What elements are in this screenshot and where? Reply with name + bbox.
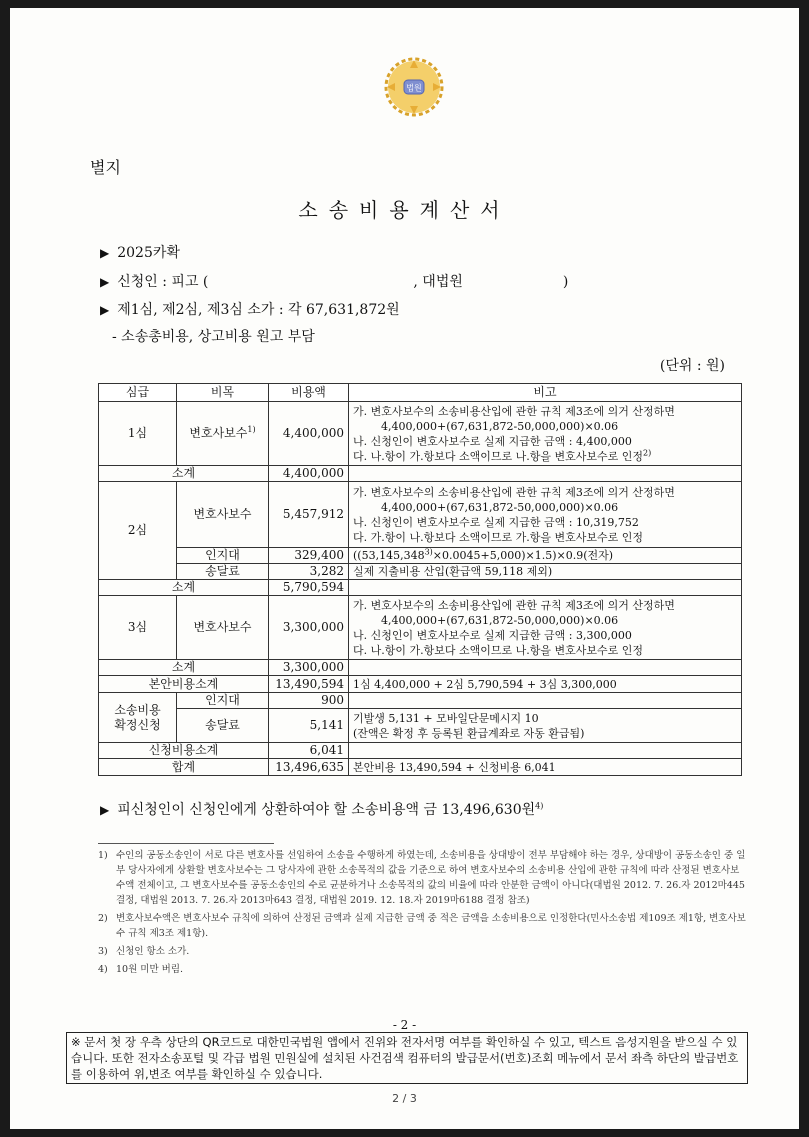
amount-cell: 4,400,000	[269, 402, 349, 466]
table-row	[99, 402, 742, 466]
footnote: 4) 10원 미만 버림.	[98, 964, 184, 975]
confirm-label-cell: 소송비용 확정신청	[99, 693, 177, 743]
document-page	[10, 8, 799, 1129]
table-row: 송달료 5,141 기발생 5,131 + 모바일단문메시지 10 (잔액은 확정 후 등록된 환급계좌로 자동 환급됨)	[99, 709, 742, 743]
remark-cell: 가. 변호사보수의 소송비용산입에 관한 규칙 제3조에 의거 산정하면 4,400,000+(67,631,872-50,000,000)×0.06 나. 신청인이 변호사보수로 실제 지급한 금액 : 4,400,000 다. 나.항이 가.항보다 소액이므로 나.항을 변호사보수로 인정$^{2)}$	[349, 402, 742, 466]
bullet-triangle-icon: ▶	[100, 303, 110, 317]
bullet-triangle-icon: ▶	[100, 275, 110, 289]
attachment-label: 별지	[90, 158, 121, 177]
cost-table	[98, 383, 742, 776]
table-row	[99, 596, 742, 660]
bullet-triangle-icon: ▶	[100, 246, 110, 260]
court-seal-logo	[383, 56, 445, 118]
header-amount: 비용액	[269, 384, 349, 402]
case-number-line: ▶ 2025카확	[100, 245, 180, 261]
amount-cell: 5,457,912	[269, 482, 349, 548]
instance-cell: 1심	[99, 402, 177, 466]
burden-line: - 소송총비용, 상고비용 원고 부담	[112, 329, 315, 345]
table-row: 인지대 329,400 $((53,145,348^{3)}\times 0.0045+5,000)\times 1.5)\times 0.9$(전자)	[99, 548, 742, 564]
table-row: 송달료 3,282 실제 지출비용 산입(환급액 59,118 제외)	[99, 564, 742, 580]
grand-total-row: 합계 13,496,635 본안비용 13,490,594 + 신청비용 6,041	[99, 759, 742, 776]
table-row	[99, 482, 742, 548]
remark-cell: 가. 변호사보수의 소송비용산입에 관한 규칙 제3조에 의거 산정하면 4,400,000+(67,631,872-50,000,000)×0.06 나. 신청인이 변호사보수로 실제 지급한 금액 : 3,300,000 다. 나.항이 가.항보다 소액이므로 나.항을 변호사보수로 인정	[349, 596, 742, 660]
claim-amount-line: ▶ 제1심, 제2심, 제3심 소가 : 각 67,631,872원	[100, 302, 400, 318]
summary-line: ▶ 피신청인이 신청인에게 상환하여야 할 소송비용액 금 13,496,630원$^{4)}$	[100, 801, 544, 818]
subtotal-row: 소계 5,790,594	[99, 580, 742, 596]
table-row: 소송비용 확정신청 인지대 900	[99, 693, 742, 709]
footnotes	[98, 848, 746, 980]
main-total-row: 본안비용소계 13,490,594 1심 4,400,000 + 2심 5,790,594 + 3심 3,300,000	[99, 676, 742, 693]
footnote: 3) 신청인 항소 소가.	[98, 946, 190, 957]
seal-text: 법원	[406, 83, 422, 93]
instance-cell: 2심	[99, 482, 177, 580]
unit-label: (단위 : 원)	[659, 358, 725, 374]
header-remarks: 비고	[349, 384, 742, 402]
application-total-row: 신청비용소계 6,041	[99, 743, 742, 759]
item-cell: 변호사보수$^{1)}$	[177, 402, 269, 466]
footnote-divider	[98, 843, 274, 844]
page-number: - 2 -	[392, 1018, 417, 1032]
subtotal-row: 소계 3,300,000	[99, 660, 742, 676]
remark-cell: 가. 변호사보수의 소송비용산입에 관한 규칙 제3조에 의거 산정하면 4,400,000+(67,631,872-50,000,000)×0.06 나. 신청인이 변호사보수로 실제 지급한 금액 : 10,319,752 다. 가.항이 나.항보다 소액이므로 가.항을 변호사보수로 인정	[349, 482, 742, 548]
verification-notice: ※ 문서 첫 장 우측 상단의 QR코드로 대한민국법원 앱에서 진위와 전자서명 여부를 확인하실 수 있고, 텍스트 음성지원을 받으실 수 있습니다. 또한 전자소송포털 및 각급 법원 민원실에 설치된 사건검색 컴퓨터의 발급문서(번호)조회 메뉴에서 문서 좌측 하단의 발급번호를 이용하여 위,변조 여부를 확인하실 수 있습니다.	[66, 1032, 748, 1084]
table-header-row	[99, 384, 742, 402]
instance-cell: 3심	[99, 596, 177, 660]
header-item: 비목	[177, 384, 269, 402]
footnote: 1) 수인의 공동소송인이 서로 다른 변호사를 선임하여 소송을 수행하게 하였는데, 소송비용을 상대방이 전부 부담해야 하는 경우, 상대방이 공동소송인 중 일부 당사자에게 상환할 변호사보수는 그 당사자에 관한 소송목적의 값을 기준으로 하여 변호사보수의 소송비용 산입에 관한 규칙에 따라 산정된 변호사보수액 전체이고, 그 변호사보수를 공동소송인의 수로 균분하거나 소송목적의 값의 비율에 따라 안분한 금액이 아니다(대법원 2012. 7. 26.자 2012마445 결정, 대법원 2013. 7. 26.자 2013마643 결정, 대법원 2019. 12. 18.자 2019마6188 결정 참조)	[98, 850, 746, 906]
item-cell: 변호사보수	[177, 596, 269, 660]
page-title: 소송비용계산서	[298, 198, 511, 222]
item-cell: 변호사보수	[177, 482, 269, 548]
page-counter: 2 / 3	[392, 1092, 417, 1105]
footnote: 2) 변호사보수액은 변호사보수 규칙에 의하여 산정된 금액과 실제 지급한 금액 중 적은 금액을 소송비용으로 인정한다(민사소송법 제109조 제1항, 변호사보수 규칙 제3조 제1항).	[98, 913, 746, 939]
applicant-line: ▶ 신청인 : 피고 ( , 대법원 )	[100, 274, 569, 290]
subtotal-row: 소계 4,400,000	[99, 466, 742, 482]
amount-cell: 3,300,000	[269, 596, 349, 660]
bullet-triangle-icon: ▶	[100, 803, 110, 817]
header-instance: 심급	[99, 384, 177, 402]
